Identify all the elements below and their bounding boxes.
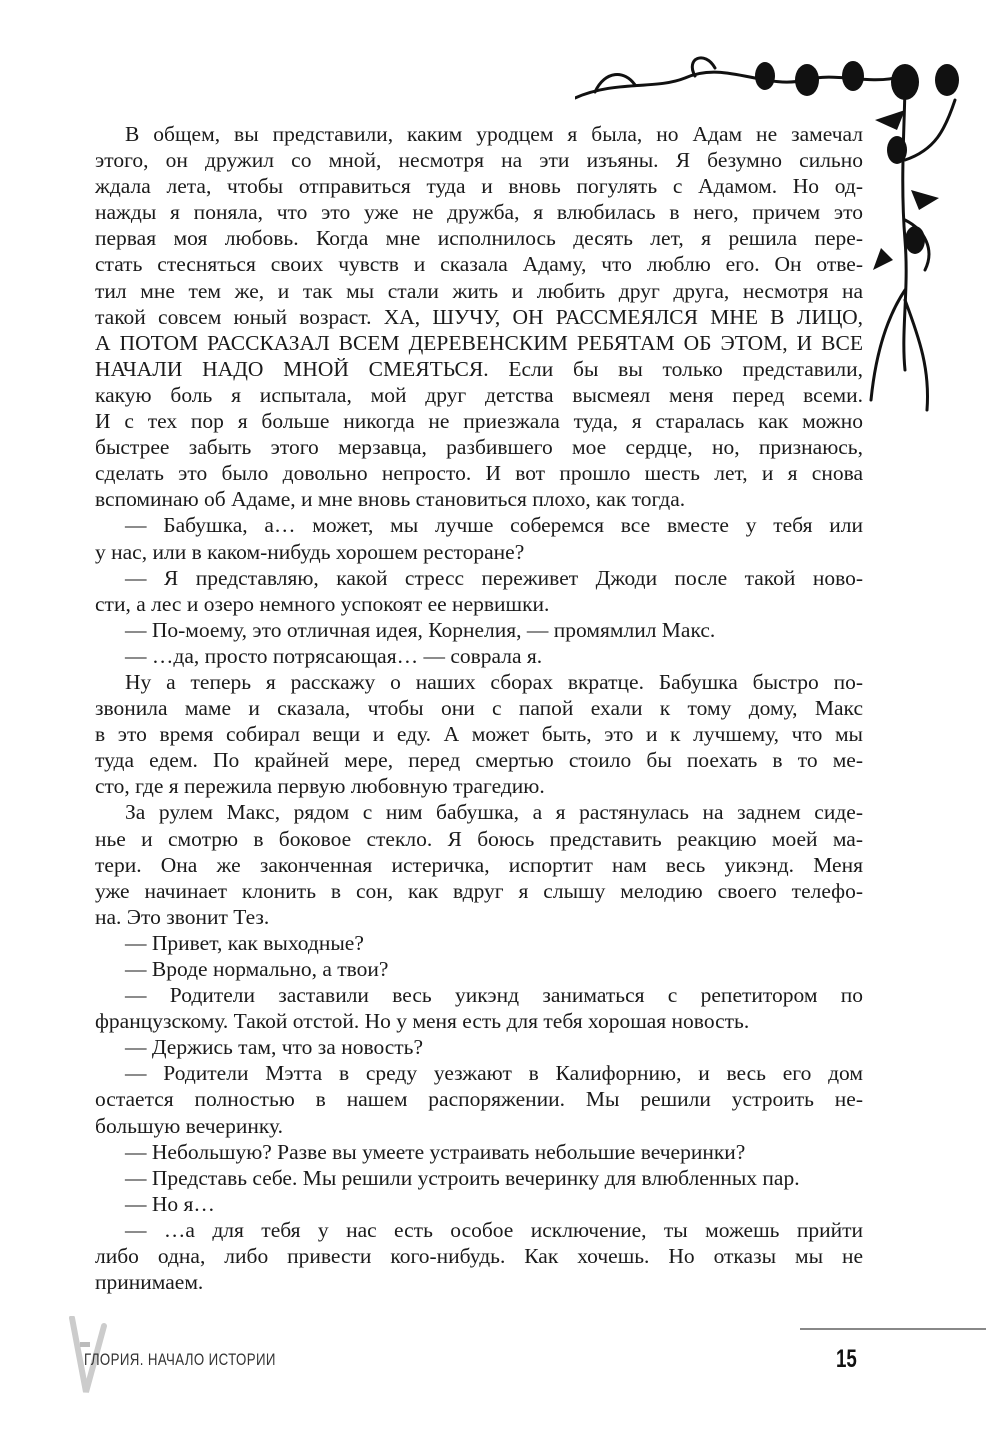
text-line: За рулем Макс, рядом с ним бабушка, а я растянулась на заднем сиде- <box>125 800 863 825</box>
text-line: какую боль я испытала, мой друг детства высмеял меня перед всеми. <box>95 382 863 407</box>
paragraph <box>95 643 863 669</box>
text-line: сто, где я пережила первую любовную трагедию. <box>95 774 545 799</box>
text-line: — …а для тебя у нас есть особое исключение, ты можешь прийти <box>125 1217 863 1242</box>
text-line: у нас, или в каком-нибудь хорошем ресторане? <box>95 539 525 564</box>
paragraph <box>95 930 863 956</box>
text-line: И с тех пор я больше никогда не приезжала туда, я старалась как можно <box>95 409 863 434</box>
text-line: ждала лета, чтобы отправиться туда и вновь погулять с Адамом. Но од- <box>95 174 863 199</box>
paragraph <box>95 1060 863 1138</box>
paragraph <box>95 1217 863 1295</box>
text-line: сти, а лес и озеро немного успокоят ее нервишки. <box>95 591 550 616</box>
paragraph <box>95 1191 863 1217</box>
text-line: — Но я… <box>125 1191 215 1216</box>
text-line: звонила маме и сказала, чтобы они с папой ехали к тому дому, Макс <box>95 696 863 721</box>
paragraph <box>95 617 863 643</box>
text-line: стать стесняться своих чувств и сказала Адаму, что люблю его. Он отве- <box>95 252 863 277</box>
text-line: В общем, вы представили, каким уродцем я была, но Адам не замечал <box>125 122 863 146</box>
text-line: принимаем. <box>95 1270 204 1295</box>
text-line: — Родители Мэтта в среду уезжают в Калифорнию, и весь его дом <box>125 1061 863 1086</box>
text-line: быстрее забыть этого мерзавца, разбившего мое сердце, но, признаюсь, <box>95 435 863 460</box>
text-line: тери. Она же законченная истеричка, испортит нам весь уикэнд. Меня <box>95 852 863 877</box>
paragraph <box>95 1034 863 1060</box>
text-line: этого, он дружил со мной, несмотря на эти изъяны. Я безумно сильно <box>95 148 863 173</box>
footer-rule <box>800 1328 986 1330</box>
text-line: уже начинает клонить в сон, как вдруг я слышу мелодию своего телефо- <box>95 878 863 903</box>
text-line: — Бабушка, а… может, мы лучше соберемся все вместе у тебя или <box>125 513 863 538</box>
paragraph <box>95 121 863 512</box>
text-line: в это время собирал вещи и еду. А может быть, это и к лучшему, что мы <box>95 722 863 747</box>
text-line: такой совсем юный возраст. ХА, ШУЧУ, ОН РАССМЕЯЛСЯ МНЕ В ЛИЦО, <box>95 304 863 329</box>
body-text <box>95 121 863 1295</box>
text-line: — Представь себе. Мы решили устроить вечеринку для влюбленных пар. <box>125 1165 800 1190</box>
text-line: — Держись там, что за новость? <box>125 1035 424 1060</box>
paragraph <box>95 565 863 617</box>
text-line: большую вечеринку. <box>95 1113 283 1138</box>
text-line: — …да, просто потрясающая… — соврала я. <box>125 643 543 668</box>
text-line: на. Это звонит Тез. <box>95 904 270 929</box>
text-line: либо одна, либо привести кого-нибудь. Как хочешь. Но отказы мы не <box>95 1244 863 1269</box>
running-title: ГЛОРИЯ. НАЧАЛО ИСТОРИИ <box>84 1350 276 1369</box>
text-line: А ПОТОМ РАССКАЗАЛ ВСЕМ ДЕРЕВЕНСКИМ РЕБЯТАМ ОБ ЭТОМ, И ВСЕ <box>95 330 863 355</box>
text-line: тил мне тем же, и так мы стали жить и любить друг друга, несмотря на <box>95 278 863 303</box>
paragraph <box>95 669 863 799</box>
paragraph <box>95 1139 863 1165</box>
paragraph <box>95 799 863 929</box>
text-line: первая моя любовь. Когда мне исполнилось десять лет, я решила пере- <box>95 226 863 251</box>
text-line: Ну а теперь я расскажу о наших сборах вкратце. Бабушка быстро по- <box>125 669 863 694</box>
text-line: — Родители заставили весь уикэнд заниматься с репетитором по <box>125 983 863 1008</box>
text-line: французскому. Такой отстой. Но у меня есть для тебя хорошая новость. <box>95 1009 750 1034</box>
text-line: НАЧАЛИ НАДО МНОЙ СМЕЯТЬСЯ. Если бы вы только представили, <box>95 356 863 381</box>
text-line: — По-моему, это отличная идея, Корнелия, — промямлил Макс. <box>125 617 716 642</box>
page-number: 15 <box>836 1345 857 1373</box>
paragraph <box>95 512 863 564</box>
text-line: вспоминаю об Адаме, и мне вновь становиться плохо, как тогда. <box>95 487 686 512</box>
text-line: сделать это было довольно непросто. И вот прошло шесть лет, и я снова <box>95 461 863 486</box>
text-line: нажды я поняла, что это уже не дружба, я влюбилась в него, причем это <box>95 200 863 225</box>
text-line: — Вроде нормально, а твои? <box>125 957 389 981</box>
paragraph <box>95 956 863 982</box>
text-line: нье и смотрю в боковое стекло. Я боюсь представить реакцию моей ма- <box>95 826 863 851</box>
paragraph <box>95 1165 863 1191</box>
text-line: туда едем. По крайней мере, перед смертью стоило бы поехать в то ме- <box>95 748 863 773</box>
paragraph <box>95 982 863 1034</box>
text-line: — Привет, как выходные? <box>125 930 364 955</box>
text-line: — Небольшую? Разве вы умеете устраивать небольшие вечеринки? <box>125 1139 746 1164</box>
text-line: остается полностью в нашем распоряжении. Мы решили устроить не- <box>95 1087 863 1112</box>
text-line: — Я представляю, какой стресс переживет Джоди после такой ново- <box>125 565 863 590</box>
